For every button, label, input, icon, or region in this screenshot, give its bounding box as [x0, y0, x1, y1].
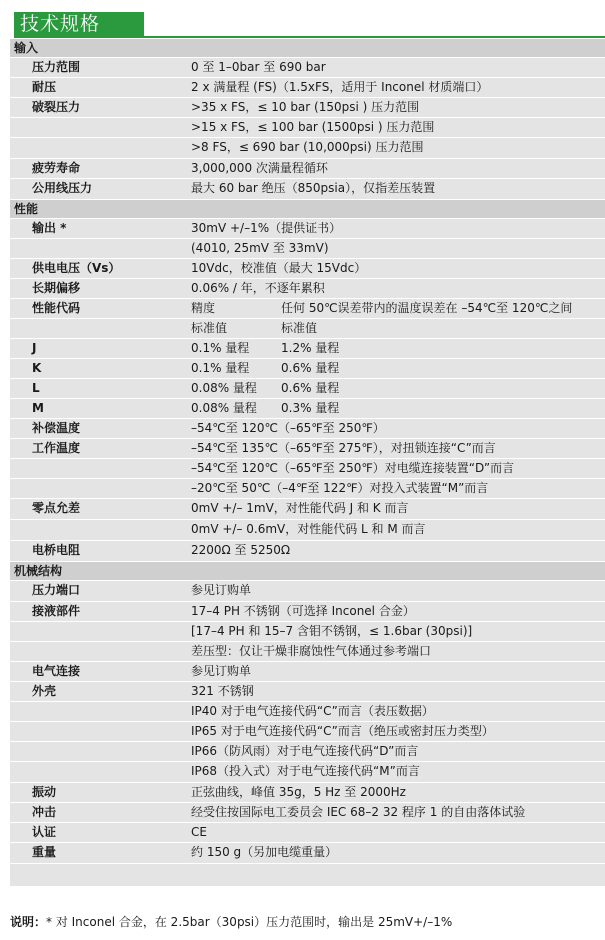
spec-row	[10, 803, 605, 823]
spec-row	[10, 499, 605, 520]
spec-value: 3,000,000 次满量程循环	[191, 161, 328, 175]
spec-value: IP66（防风雨）对于电气连接代码“D”而言	[191, 744, 419, 758]
spec-row	[10, 541, 605, 562]
spec-value: (4010, 25mV 至 33mV)	[191, 241, 329, 255]
spec-label: 振动	[32, 785, 57, 799]
spec-value: 约 150 g（另加电缆重量）	[191, 845, 338, 859]
spec-value: 0mV +/– 0.6mV，对性能代码 L 和 M 而言	[191, 522, 426, 536]
spec-value: >8 FS，≤ 690 bar (10,000psi) 压力范围	[191, 140, 424, 154]
spec-value: IP68（投入式）对于电气连接代码“M”而言	[191, 764, 420, 778]
spec-label: 补偿温度	[32, 421, 81, 435]
spec-value: 经受住按国际电工委员会 IEC 68–2 32 程序 1 的自由落体试验	[191, 805, 526, 819]
spec-row	[10, 138, 605, 159]
spec-value: 321 不锈钢	[191, 684, 254, 698]
spec-label: 耐压	[32, 80, 57, 94]
spec-label	[10, 479, 174, 498]
spec-value: IP65 对于电气连接代码“C”而言（绝压或密封压力类型）	[191, 724, 494, 738]
spec-value: 0mV +/– 1mV，对性能代码 J 和 K 而言	[191, 501, 409, 515]
spec-value-primary: 0.08% 量程	[191, 381, 257, 395]
spec-label	[10, 722, 174, 741]
spec-value-secondary: 1.2% 量程	[281, 341, 340, 355]
spec-value: [17–4 PH 和 15–7 含钼不锈钢，≤ 1.6bar (30psi)]	[191, 624, 473, 638]
spec-label: 公用线压力	[32, 181, 93, 195]
section-header: 输入	[10, 39, 605, 58]
spec-value: 最大 60 bar 绝压（850psia），仅指差压装置	[191, 181, 436, 195]
spec-row	[10, 399, 605, 419]
spec-value: 10Vdc，校准值（最大 15Vdc）	[191, 261, 367, 275]
spec-label: 性能代码	[32, 301, 81, 315]
spec-row	[10, 439, 605, 459]
spec-value: IP40 对于电气连接代码“C”而言（表压数据）	[191, 704, 434, 718]
spec-value: –54℃至 120℃（–65℉至 250℉）对电缆连接装置“D”而言	[191, 461, 515, 475]
spec-value-primary: 精度	[191, 301, 216, 315]
spec-value-primary: 0.1% 量程	[191, 341, 250, 355]
spec-label: 接液部件	[32, 604, 81, 618]
spec-row	[10, 339, 605, 359]
page-title: 技术规格	[20, 13, 101, 35]
spec-label: 输出 *	[32, 221, 67, 235]
spec-label: M	[32, 401, 44, 415]
spec-row	[10, 581, 605, 602]
spec-value-secondary: 标准值	[281, 321, 318, 335]
spec-value: 0 至 1–0bar 至 690 bar	[191, 60, 326, 74]
spec-label	[10, 319, 174, 338]
spec-row	[10, 520, 605, 541]
spec-row	[10, 379, 605, 399]
spec-row	[10, 419, 605, 439]
spec-row	[10, 742, 605, 762]
spec-row	[10, 239, 605, 259]
spec-row	[10, 602, 605, 622]
spec-label: K	[32, 361, 42, 375]
spec-label: 供电电压（Vs）	[32, 261, 121, 275]
spec-value: –54℃至 120℃（–65℉至 250℉）	[191, 421, 385, 435]
spec-row	[10, 702, 605, 722]
spec-label: 破裂压力	[32, 100, 81, 114]
spec-value: CE	[191, 825, 207, 839]
spec-value	[174, 299, 605, 318]
spec-label	[10, 702, 174, 721]
spec-label: 长期偏移	[32, 281, 81, 295]
spec-value: 0.06% / 年，不逐年累积	[191, 281, 325, 295]
spec-row	[10, 319, 605, 339]
spec-value-secondary: 任何 50℃误差带内的温度误差在 –54℃至 120℃之间	[281, 301, 573, 315]
spec-value: 正弦曲线，峰值 35g，5 Hz 至 2000Hz	[191, 785, 406, 799]
spec-label	[10, 118, 174, 137]
spec-label: L	[32, 381, 40, 395]
spec-row	[10, 823, 605, 843]
spec-value: 2 x 满量程 (FS)（1.5xFS，适用于 Inconel 材质端口）	[191, 80, 489, 94]
spec-value: –54℃至 135℃（–65℉至 275℉），对扭锁连接“C”而言	[191, 441, 496, 455]
spec-row	[10, 179, 605, 200]
spec-label	[10, 520, 174, 540]
spec-row	[10, 299, 605, 319]
spec-label: 电桥电阻	[32, 543, 81, 557]
spec-value-secondary: 0.6% 量程	[281, 381, 340, 395]
spec-label: 零点允差	[32, 501, 81, 515]
spec-label	[10, 622, 174, 641]
spec-row	[10, 118, 605, 138]
spec-label: 认证	[32, 825, 57, 839]
spec-label	[10, 239, 174, 258]
spec-value	[174, 379, 605, 398]
title-underline	[14, 36, 605, 38]
spec-value: 参见订购单	[191, 664, 252, 678]
spec-row	[10, 479, 605, 499]
spec-row	[10, 843, 605, 864]
spec-row	[10, 762, 605, 783]
spec-value-secondary: 0.3% 量程	[281, 401, 340, 415]
spec-value	[174, 319, 605, 338]
section-header: 性能	[10, 200, 605, 219]
spec-value: >15 x FS，≤ 100 bar (1500psi ) 压力范围	[191, 120, 435, 134]
spec-value	[174, 359, 605, 378]
table-bottom-padding	[10, 864, 605, 886]
spec-label: 外壳	[32, 684, 57, 698]
spec-value-primary: 0.08% 量程	[191, 401, 257, 415]
spec-row	[10, 459, 605, 479]
section-header: 机械结构	[10, 562, 605, 581]
spec-value	[174, 339, 605, 358]
spec-label: 压力范围	[32, 60, 81, 74]
spec-row	[10, 58, 605, 78]
spec-row	[10, 98, 605, 118]
spec-value-primary: 标准值	[191, 321, 228, 335]
spec-value: >35 x FS，≤ 10 bar (150psi ) 压力范围	[191, 100, 420, 114]
spec-row	[10, 682, 605, 702]
title-bar	[14, 12, 144, 36]
spec-row	[10, 219, 605, 239]
spec-label: 电气连接	[32, 664, 81, 678]
spec-row	[10, 279, 605, 299]
spec-value-primary: 0.1% 量程	[191, 361, 250, 375]
spec-row	[10, 78, 605, 98]
spec-value-secondary: 0.6% 量程	[281, 361, 340, 375]
spec-label: J	[32, 341, 37, 355]
spec-label	[10, 742, 174, 761]
spec-row	[10, 722, 605, 742]
footnote-label: 说明：	[10, 915, 47, 929]
spec-label	[10, 138, 174, 158]
spec-label	[10, 642, 174, 661]
footnote-text: * 对 Inconel 合金，在 2.5bar（30psi）压力范围时，输出是 25mV+/–1%	[46, 915, 453, 929]
spec-label	[10, 459, 174, 478]
spec-value: 2200Ω 至 5250Ω	[191, 543, 291, 557]
spec-value: 参见订购单	[191, 583, 252, 597]
spec-table	[10, 39, 605, 886]
spec-label: 压力端口	[32, 583, 81, 597]
spec-row	[10, 642, 605, 662]
spec-label: 冲击	[32, 805, 57, 819]
spec-label: 重量	[32, 845, 57, 859]
spec-row	[10, 159, 605, 179]
spec-value: 差压型：仅让干燥非腐蚀性气体通过参考端口	[191, 644, 432, 658]
spec-value	[174, 399, 605, 418]
spec-label: 疲劳寿命	[32, 161, 81, 175]
spec-value: 30mV +/–1%（提供证书）	[191, 221, 342, 235]
spec-value: 17–4 PH 不锈钢（可选择 Inconel 合金）	[191, 604, 415, 618]
spec-row	[10, 259, 605, 279]
spec-value: –20℃至 50℃（–4℉至 122℉）对投入式装置“M”而言	[191, 481, 489, 495]
spec-row	[10, 662, 605, 682]
spec-label: 工作温度	[32, 441, 81, 455]
spec-row	[10, 359, 605, 379]
spec-row	[10, 622, 605, 642]
spec-row	[10, 783, 605, 803]
spec-label	[10, 762, 174, 782]
footnote	[10, 913, 452, 930]
